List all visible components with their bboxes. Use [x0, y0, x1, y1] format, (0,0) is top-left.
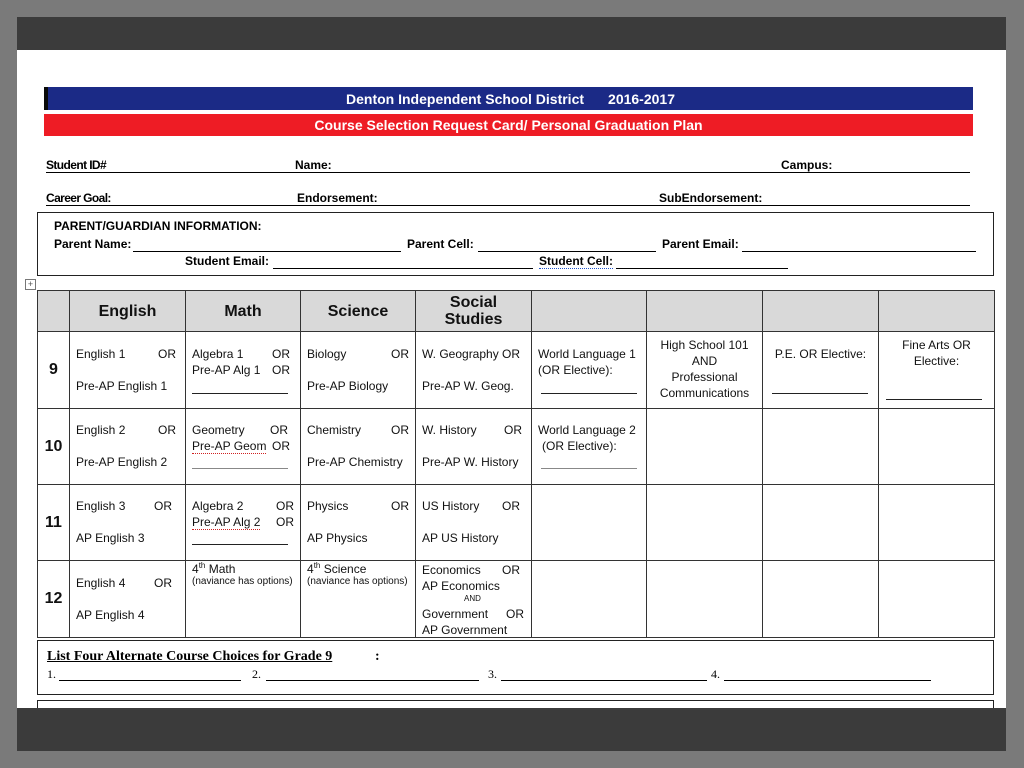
ordinal-suffix: th — [198, 561, 206, 570]
cell-col8-10[interactable] — [879, 409, 995, 485]
course-option: Algebra 2 — [192, 499, 244, 513]
course-option: Pre-AP English 2 — [76, 455, 168, 469]
school-year: 2016-2017 — [608, 90, 675, 107]
or-label: OR — [158, 423, 176, 437]
grade-label: 9 — [38, 332, 70, 409]
cell-math-9[interactable] — [186, 332, 301, 409]
naviance-note-text: (naviance has options) — [307, 576, 408, 587]
cell-col8-11[interactable] — [879, 485, 995, 561]
or-label: OR — [502, 499, 520, 513]
or-label: OR — [504, 423, 522, 437]
course-option: W. History — [422, 423, 477, 437]
table-row-grade-10 — [38, 409, 995, 485]
table-header-row — [38, 291, 995, 332]
course-option: Pre-AP Alg 1 — [192, 363, 261, 377]
cell-col6-12[interactable] — [647, 561, 763, 638]
or-label: OR — [272, 363, 290, 377]
cell-col7-10[interactable] — [763, 409, 879, 485]
student-cell-label: Student Cell: — [539, 254, 613, 268]
course-option: Fine Arts OR — [902, 338, 971, 352]
course-option: World Language 2 — [538, 423, 636, 437]
alternate-choice-4-label: 4. — [711, 667, 720, 681]
or-label: OR — [272, 347, 290, 361]
header-col8 — [879, 291, 995, 332]
alternate-choices-title-text: List Four Alternate Course Choices for Grade 9 — [47, 649, 333, 664]
student-email-label: Student Email: — [185, 254, 270, 268]
table-row-grade-9 — [38, 332, 995, 409]
or-label: OR — [154, 576, 172, 590]
course-option: World Language 1 — [538, 347, 636, 361]
naviance-note-text: (naviance has options) — [192, 576, 293, 587]
student-email-line[interactable] — [273, 268, 533, 269]
viewer-top-bar — [17, 17, 1006, 50]
course-option: Pre-AP Geom — [192, 439, 267, 453]
or-label: OR — [276, 515, 294, 529]
course-option: Physics — [307, 499, 349, 513]
alternate-choice-2-label: 2. — [252, 667, 261, 681]
course-option: High School 101 — [660, 338, 749, 352]
course-option: English 2 — [76, 423, 126, 437]
cell-col5-10[interactable] — [532, 409, 647, 485]
cell-science-10[interactable] — [301, 409, 416, 485]
or-label: OR — [506, 607, 524, 621]
cell-science-9[interactable] — [301, 332, 416, 409]
course-option: P.E. OR Elective: — [774, 347, 867, 361]
cell-science-12[interactable] — [301, 561, 416, 638]
cell-col6-10[interactable] — [647, 409, 763, 485]
or-label: OR — [391, 423, 409, 437]
form-title: Course Selection Request Card/ Personal Graduation Plan — [314, 117, 703, 133]
write-in-line[interactable] — [192, 468, 288, 469]
next-section-box — [37, 700, 994, 708]
student-cell-line[interactable] — [616, 268, 788, 269]
table-move-handle-icon[interactable]: + — [25, 279, 36, 290]
header-col7 — [763, 291, 879, 332]
cell-col5-11[interactable] — [532, 485, 647, 561]
course-option: AP English 4 — [76, 608, 145, 622]
cell-col7-9[interactable] — [763, 332, 879, 409]
fourth-science-label — [307, 561, 366, 576]
cell-col8-12[interactable] — [879, 561, 995, 638]
cell-col8-9[interactable] — [879, 332, 995, 409]
header-col5 — [532, 291, 647, 332]
course-option: Pre-AP Alg 2 — [192, 515, 261, 529]
course-option: Government — [422, 607, 489, 621]
alternate-choices-title — [47, 649, 332, 665]
alternate-choice-3-label: 3. — [488, 667, 497, 681]
cell-math-12[interactable] — [186, 561, 301, 638]
row1-underline — [46, 172, 970, 173]
alternate-choice-4-line[interactable] — [724, 680, 931, 681]
header-corner — [38, 291, 70, 332]
cell-english-12[interactable] — [70, 561, 186, 638]
grade-label: 11 — [38, 485, 70, 561]
career-goal-label: Career Goal: — [46, 191, 111, 205]
course-option: AP Economics — [422, 579, 500, 593]
course-option: Biology — [307, 347, 347, 361]
course-option: Geometry — [192, 423, 245, 437]
course-option: (OR Elective): — [542, 439, 617, 453]
or-label: OR — [154, 499, 172, 513]
campus-label: Campus: — [781, 158, 833, 172]
document-page — [17, 50, 1006, 708]
header-social-studies — [416, 291, 532, 332]
cell-col5-9[interactable] — [532, 332, 647, 409]
cell-col7-12[interactable] — [763, 561, 879, 638]
course-table — [37, 290, 995, 638]
and-label: AND — [464, 594, 481, 603]
course-option: Economics — [422, 563, 481, 577]
alternate-choices-box — [37, 640, 994, 695]
or-label: OR — [272, 439, 290, 453]
or-label: OR — [158, 347, 176, 361]
course-option: W. Geography OR — [422, 347, 521, 361]
ordinal-number: 4 — [192, 562, 199, 576]
or-label: OR — [391, 347, 409, 361]
parent-email-label: Parent Email: — [662, 237, 739, 251]
course-option: Pre-AP Chemistry — [307, 455, 403, 469]
viewer-bottom-bar — [17, 708, 1006, 751]
course-option: (OR Elective): — [538, 363, 613, 377]
parent-email-line[interactable] — [742, 251, 976, 252]
course-option: Pre-AP W. History — [422, 455, 519, 469]
cell-col6-11[interactable] — [647, 485, 763, 561]
write-in-line[interactable] — [192, 544, 288, 545]
course-option: Algebra 1 — [192, 347, 244, 361]
name-label: Name: — [295, 158, 332, 172]
table-row-grade-12 — [38, 561, 995, 638]
course-option: AP US History — [422, 531, 499, 545]
course-option: Chemistry — [307, 423, 362, 437]
course-option: Pre-AP English 1 — [76, 379, 168, 393]
or-label: OR — [270, 423, 288, 437]
course-option: AP English 3 — [76, 531, 145, 545]
cell-social-11[interactable] — [416, 485, 532, 561]
write-in-line[interactable] — [886, 399, 982, 400]
cell-science-11[interactable] — [301, 485, 416, 561]
course-option: Pre-AP Biology — [307, 379, 389, 393]
alternate-choice-1-line[interactable] — [59, 680, 241, 681]
table-row-grade-11 — [38, 485, 995, 561]
parent-cell-label: Parent Cell: — [407, 237, 474, 251]
and-label: AND — [691, 354, 718, 368]
write-in-line[interactable] — [541, 393, 637, 394]
course-option: English 1 — [76, 347, 126, 361]
write-in-line[interactable] — [772, 393, 868, 394]
ordinal-suffix: th — [313, 561, 321, 570]
parent-guardian-box — [37, 212, 994, 276]
cell-social-10[interactable] — [416, 409, 532, 485]
ordinal-number: 4 — [307, 562, 314, 576]
or-label: OR — [502, 563, 520, 577]
course-option: AP Physics — [307, 531, 368, 545]
cell-english-9[interactable] — [70, 332, 186, 409]
district-banner — [44, 87, 973, 110]
course-option: English 3 — [76, 499, 126, 513]
cell-english-10[interactable] — [70, 409, 186, 485]
or-label: OR — [391, 499, 409, 513]
course-option: Elective: — [913, 354, 960, 368]
student-id-label: Student ID# — [46, 158, 107, 172]
grade-label: 12 — [38, 561, 70, 638]
course-option: Professional — [671, 370, 738, 384]
parent-name-label: Parent Name: — [54, 237, 132, 251]
header-math: Math — [186, 291, 301, 332]
course-name: Math — [205, 562, 236, 576]
header-social-studies-text: Social Studies — [444, 294, 503, 328]
write-in-line[interactable] — [192, 393, 288, 394]
course-option: Communications — [659, 386, 750, 400]
course-option: Pre-AP W. Geog. — [422, 379, 514, 393]
cell-col7-11[interactable] — [763, 485, 879, 561]
cell-social-12[interactable] — [416, 561, 532, 638]
course-name: Science — [320, 562, 367, 576]
fourth-math-label — [192, 561, 235, 576]
header-english: English — [70, 291, 186, 332]
alternate-choice-1-label: 1. — [47, 667, 56, 681]
cell-col6-9[interactable] — [647, 332, 763, 409]
or-label: OR — [276, 499, 294, 513]
cell-math-10[interactable] — [186, 409, 301, 485]
naviance-note — [192, 576, 293, 587]
district-name: Denton Independent School District — [346, 90, 585, 107]
header-col6 — [647, 291, 763, 332]
alternate-choice-3-line[interactable] — [501, 680, 707, 681]
alternate-choices-colon: : — [375, 649, 380, 664]
course-option: US History — [422, 499, 480, 513]
course-option: English 4 — [76, 576, 126, 590]
naviance-note — [307, 576, 408, 587]
parent-name-line[interactable] — [133, 251, 401, 252]
write-in-line[interactable] — [541, 468, 637, 469]
row2-underline — [46, 205, 970, 206]
cell-math-11[interactable] — [186, 485, 301, 561]
grade-label: 10 — [38, 409, 70, 485]
parent-info-heading: PARENT/GUARDIAN INFORMATION: — [54, 219, 262, 233]
header-science: Science — [301, 291, 416, 332]
parent-cell-line[interactable] — [478, 251, 656, 252]
cell-english-11[interactable] — [70, 485, 186, 561]
alternate-choice-2-line[interactable] — [266, 680, 479, 681]
cell-col5-12[interactable] — [532, 561, 647, 638]
cell-social-9[interactable] — [416, 332, 532, 409]
endorsement-label: Endorsement: — [297, 191, 378, 205]
subendorsement-label: SubEndorsement: — [659, 191, 763, 205]
course-option: AP Government — [422, 623, 508, 637]
form-title-banner — [44, 114, 973, 136]
